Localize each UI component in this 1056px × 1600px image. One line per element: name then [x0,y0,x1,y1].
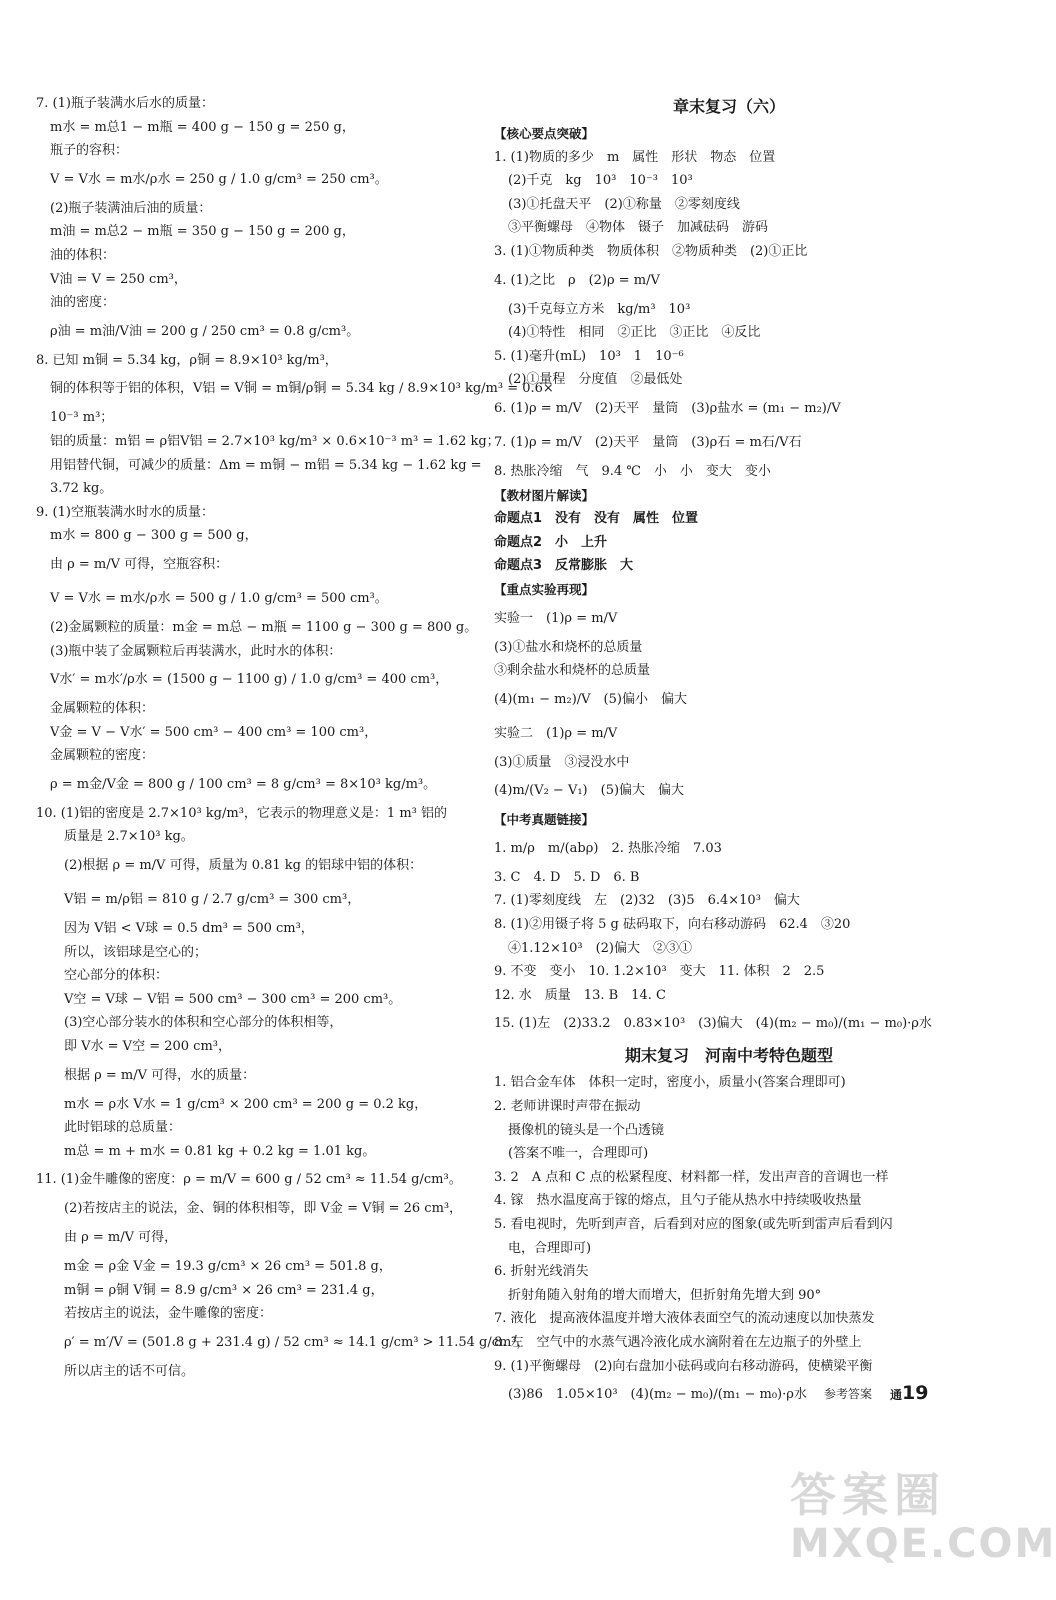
answer-line: 12. 水 质量 13. B 14. C [494,987,666,1003]
answer-line: 根据 ρ = m/V 可得，水的质量： [64,1067,256,1083]
answer-line: 所以店主的话不可信。 [64,1363,195,1379]
answer-line: V铝 = m/ρ铝 = 810 g / 2.7 g/cm³ = 300 cm³， [64,892,361,908]
section-tag: 【核心要点突破】 [494,126,595,141]
answer-line: 1. 铝合金车体 体积一定时，密度小，质量小(答案合理即可) [494,1075,846,1091]
answer-line: V油 = V = 250 cm³， [50,271,187,287]
answer-line: 折射角随入射角的增大而增大，但折射角先增大到 90° [508,1287,822,1303]
answer-line: (3)①盐水和烧杯的总质量 [494,639,643,655]
chapter-review-title: 章末复习（六） [672,97,785,116]
answer-line: 金属颗粒的密度： [50,748,155,764]
final-review-answers [494,1071,964,1412]
answer-line: 此时铝球的总质量： [64,1120,182,1136]
answer-line: 铜的体积等于铝的体积，V铝 = V铜 = m铜/ρ铜 = 5.34 kg / 8.9×10³ kg/m³ = 0.6× [50,381,554,397]
answer-line: (3)①质量 ③浸没水中 [494,754,630,770]
answer-line: ρ′ = m′/V = (501.8 g + 231.4 g) / 52 cm³ ≈ 14.1 g/cm³ > 11.54 g/cm³， [64,1334,530,1350]
answer-line: (3)①托盘天平 (2)①称量 ②零刻度线 [508,196,740,212]
answer-line: 命题点2 小 上升 [494,534,608,550]
footer-mark: 通 [890,1388,903,1402]
answer-line: (3)空心部分装水的体积和空心部分的体积相等， [64,1015,343,1031]
answer-line: 10⁻³ m³； [50,410,114,426]
section-tag: 【教材图片解读】 [494,487,595,503]
answer-line: m铜 = ρ铜 V铜 = 8.9 g/cm³ × 26 cm³ = 231.4 g， [64,1282,384,1298]
answer-line: 由 ρ = m/V 可得，空瓶容积： [50,556,229,572]
chapter-review-answers [494,122,964,1041]
answer-line: m总 = m + m水 = 0.81 kg + 0.2 kg = 1.01 kg。 [64,1143,376,1159]
answer-line: (4)(m₁ − m₂)/V (5)偏小 偏大 [494,691,687,707]
answer-line: 实验一 (1)ρ = m/V [494,610,618,626]
answer-line: 若按店主的说法，金牛雕像的密度： [64,1306,273,1322]
answer-line: ρ = m金/V金 = 800 g / 100 cm³ = 8 g/cm³ = 8×10³ kg/m³。 [50,776,437,792]
answer-line: 15. (1)左 (2)33.2 0.83×10³ (3)偏大 (4)(m₂ − m₀)/(m₁ − m₀)·ρ水 [494,1016,932,1032]
answer-line: (3)86 1.05×10³ (4)(m₂ − m₀)/(m₁ − m₀)·ρ水 [508,1387,807,1403]
answer-line: 由 ρ = m/V 可得， [64,1230,178,1245]
footer-label: 参考答案 [824,1386,873,1401]
answer-line: (3)千克每立方米 kg/m³ 10³ [508,301,691,317]
answer-line: 3. C 4. D 5. D 6. B [494,869,640,885]
answer-line: 3.72 kg。 [50,481,113,497]
answer-line: 11. (1)金牛雕像的密度：ρ = m/V = 600 g / 52 cm³ ≈ 11.54 g/cm³。 [36,1172,462,1188]
answer-line: ③剩余盐水和烧杯的总质量 [494,663,651,679]
answer-line: (2)根据 ρ = m/V 可得，质量为 0.81 kg 的铝球中铝的体积： [64,858,423,874]
answer-line: ③平衡螺母 ④物体 镊子 加减砝码 游码 [508,220,769,236]
answer-line: 4. (1)之比 ρ (2)ρ = m/V [494,272,660,288]
answer-line: 用铝替代铜，可减少的质量：Δm = m铜 − m铝 = 5.34 kg − 1.62 kg = [50,457,482,473]
right-column [494,92,964,1412]
answer-line: 8. 热胀冷缩 气 9.4 ℃ 小 小 变大 变小 [494,463,771,479]
answer-line: 5. 看电视时，先听到声音，后看到对应的图象(或先听到雷声后看到闪 [494,1217,893,1232]
page-number: 19 [902,1382,929,1404]
page-footer [824,1382,928,1404]
answer-line: 9. (1)空瓶装满水时水的质量： [36,504,214,520]
answer-line: (2)若按店主的说法，金、铜的体积相等，即 V金 = V铜 = 26 cm³， [64,1201,463,1217]
answer-line: 8. (1)②用镊子将 5 g 砝码取下，向右移动游码 62.4 ③20 [494,917,851,933]
answer-line: 即 V水 = V空 = 200 cm³， [64,1039,231,1055]
answer-line: m水 = ρ水 V水 = 1 g/cm³ × 200 cm³ = 200 g = 0.2 kg， [64,1096,428,1112]
answer-line: 8. 已知 m铜 = 5.34 kg，ρ铜 = 8.9×10³ kg/m³， [36,352,338,368]
final-review-title: 期末复习 河南中考特色题型 [624,1046,833,1066]
answer-line: V水′ = m水′/ρ水 = (1500 g − 1100 g) / 1.0 g/cm³ = 400 cm³， [50,672,449,688]
answer-line: 1. (1)物质的多少 m 属性 形状 物态 位置 [494,149,776,165]
answer-line: V金 = V − V水′ = 500 cm³ − 400 cm³ = 100 cm³， [50,724,378,740]
answer-line: ρ油 = m油/V油 = 200 g / 250 cm³ = 0.8 g/cm³。 [50,323,360,339]
answer-line: 10. (1)铝的密度是 2.7×10³ kg/m³，它表示的物理意义是：1 m³ 铝的 [36,805,447,821]
answer-line: (答案不唯一，合理即可) [508,1146,649,1162]
answer-line: 9. (1)平衡螺母 (2)向右盘加小砝码或向右移动游码，使横梁平衡 [494,1358,873,1374]
answer-line: 7. (1)零刻度线 左 (2)32 (3)5 6.4×10³ 偏大 [494,893,800,909]
answer-line: 所以，该铝球是空心的； [64,944,208,960]
answer-line: 3. 2 A 点和 C 点的松紧程度、材料都一样，发出声音的音调也一样 [494,1169,889,1185]
answer-line: 油的密度： [50,295,116,311]
answer-line: 铝的质量：m铝 = ρ铝V铝 = 2.7×10³ kg/m³ × 0.6×10⁻³ m³ = 1.62 kg； [50,433,500,449]
answer-line: 质量是 2.7×10³ kg。 [64,829,194,845]
answer-line: 命题点3 反常膨胀 大 [494,558,634,574]
answer-line: 实验二 (1)ρ = m/V [494,725,618,741]
answer-line: 因为 V铝 < V球 = 0.5 dm³ = 500 cm³， [64,921,314,937]
section-tag: 【重点实验再现】 [494,581,595,597]
page-number-block [890,1382,928,1404]
answer-line: 7. (1)瓶子装满水后水的质量： [36,96,214,111]
answer-line: 命题点1 没有 没有 属性 位置 [494,511,699,527]
answer-line: 空心部分的体积： [64,968,169,984]
answer-line: 摄像机的镜头是一个凸透镜 [508,1122,665,1138]
answer-line: (4)m/(V₂ − V₁) (5)偏大 偏大 [494,783,685,799]
answer-line: (2)瓶子装满油后油的质量： [50,200,212,216]
section-tag: 【中考真题链接】 [494,812,595,828]
answer-line: 7. (1)ρ = m/V (2)天平 量筒 (3)ρ石 = m石/V石 [494,434,802,450]
answer-line: 4. 镓 热水温度高于镓的熔点，且勺子能从热水中持续吸收热量 [494,1193,862,1209]
answer-line: (3)瓶中装了金属颗粒后再装满水，此时水的体积： [50,643,342,659]
answer-line: ④1.12×10³ (2)偏大 ②③① [508,940,693,956]
answer-line: 金属颗粒的体积： [50,701,155,717]
answer-line: 1. m/ρ m/(abρ) 2. 热胀冷缩 7.03 [494,840,722,856]
answer-line: 2. 老师讲课时声带在振动 [494,1099,641,1115]
answer-line: 油的体积： [50,247,116,263]
answer-line: 5. (1)毫升(mL) 10³ 1 10⁻⁶ [494,348,684,364]
answer-line: m水 = m总1 − m瓶 = 400 g − 150 g = 250 g， [50,119,355,135]
watermark-top: 答案圈 [790,1468,946,1522]
answer-line: 9. 不变 变小 10. 1.2×10³ 变大 11. 体积 2 2.5 [494,964,825,980]
answer-line: (2)①量程 分度值 ②最低处 [508,372,683,388]
answer-line: 3. (1)①物质种类 物质体积 ②物质种类 (2)①正比 [494,243,808,259]
answer-line: m水 = 800 g − 300 g = 500 g， [50,528,258,544]
answer-line: 6. (1)ρ = m/V (2)天平 量筒 (3)ρ盐水 = (m₁ − m₂)/V [494,400,841,416]
answer-line: 7. 液化 提高液体温度并增大液体表面空气的流动速度以加快蒸发 [494,1311,875,1327]
answer-line: 电，合理即可) [508,1240,592,1256]
answer-line: V = V水 = m水/ρ水 = 500 g / 1.0 g/cm³ = 500 cm³。 [50,590,388,606]
answer-line: V = V水 = m水/ρ水 = 250 g / 1.0 g/cm³ = 250 cm³。 [50,171,388,187]
watermark-bottom: MXQE.COM [790,1521,1056,1567]
answer-line: 瓶子的容积： [50,143,129,159]
answer-line: 6. 折射光线消失 [494,1264,589,1280]
answer-line: 8. 左 空气中的水蒸气遇冷液化成水滴附着在左边瓶子的外壁上 [494,1334,862,1350]
watermark-logo [790,1468,1056,1567]
answer-line: (2)金属颗粒的质量：m金 = m总 − m瓶 = 1100 g − 300 g = 800 g。 [50,619,478,635]
answer-line: m油 = m总2 − m瓶 = 350 g − 150 g = 200 g， [50,224,355,240]
answer-line: (2)千克 kg 10³ 10⁻³ 10³ [508,173,693,189]
answer-line: V空 = V球 − V铝 = 500 cm³ − 300 cm³ = 200 cm³。 [64,991,402,1007]
answer-line: (4)①特性 相同 ②正比 ③正比 ④反比 [508,325,761,341]
answer-line: m金 = ρ金 V金 = 19.3 g/cm³ × 26 cm³ = 501.8 g， [64,1259,392,1274]
